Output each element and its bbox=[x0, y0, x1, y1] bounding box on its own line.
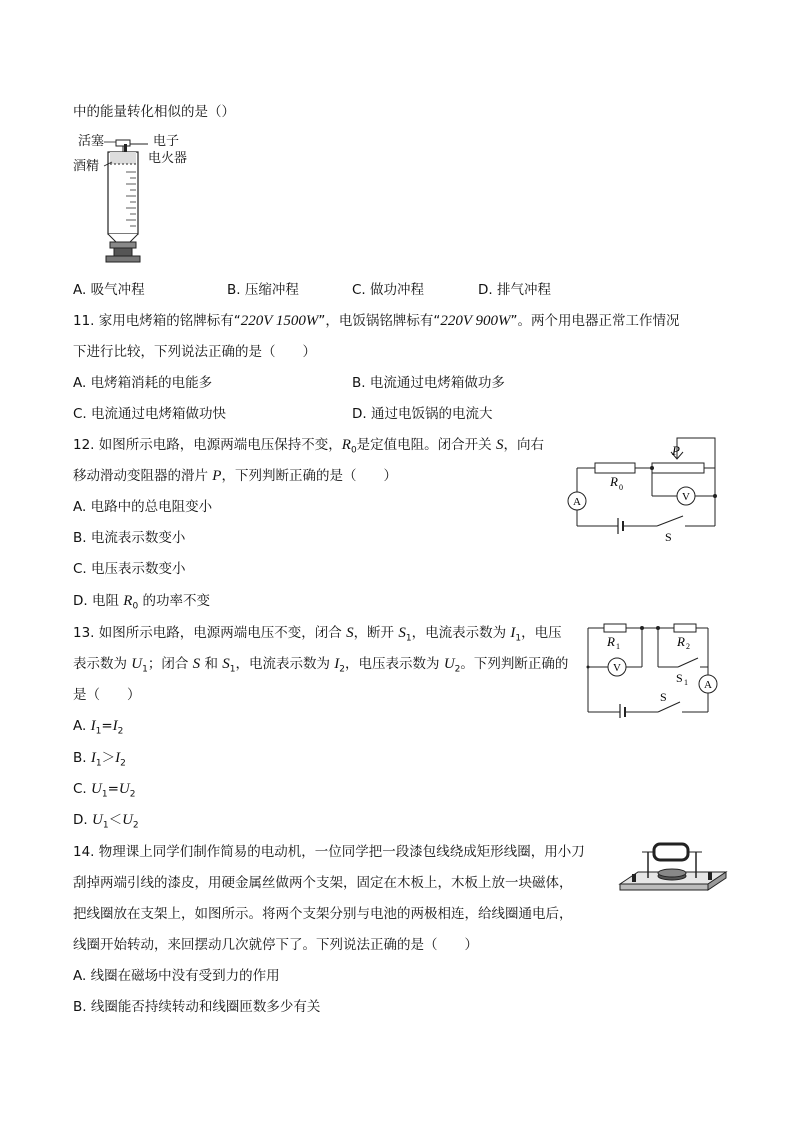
q11-line2: 下进行比较，下列说法正确的是（ ） bbox=[73, 344, 316, 360]
q13-fig-switch-s: S bbox=[660, 690, 667, 704]
q14-line2: 刮掉两端引线的漆皮，用硬金属丝做两个支架，固定在木板上，木板上放一块磁体， bbox=[73, 875, 573, 891]
q12-line1: 12. 如图所示电路，电源两端电压保持不变，$R_0$是定值电阻。闭合开关 S，向右 bbox=[73, 437, 544, 456]
q13-circuit-diagram bbox=[580, 618, 730, 718]
q12-option-a: A. 电路中的总电阻变小 bbox=[73, 499, 213, 515]
q13-fig-ammeter: A bbox=[704, 679, 712, 691]
q14-line1: 14. 物理课上同学们制作简易的电动机，一位同学把一段漆包线绕成矩形线圈，用小刀 bbox=[73, 844, 585, 860]
q10-stem-tail: 中的能量转化相似的是（） bbox=[73, 104, 235, 120]
syringe-igniter-figure bbox=[70, 130, 210, 270]
q11-option-c: C. 电流通过电烤箱做功快 bbox=[73, 406, 227, 422]
q14-line4: 线圈开始转动，来回摆动几次就停下了。下列说法正确的是（ ） bbox=[73, 937, 478, 953]
q10-option-b: B. 压缩冲程 bbox=[227, 282, 299, 298]
simple-motor-figure bbox=[612, 838, 730, 898]
q13-line1: 13. 如图所示电路，电源两端电压不变，闭合 S，断开 $S_1$，电流表示数为 $I_1$，电压 bbox=[73, 625, 562, 644]
q13-option-a: A. $I_1=I_2$ bbox=[73, 718, 124, 737]
alcohol-label: 酒精 bbox=[73, 159, 100, 174]
q10-option-d: D. 排气冲程 bbox=[478, 282, 551, 298]
q12-line2: 移动滑动变阻器的滑片 P，下列判断正确的是（ ） bbox=[73, 468, 397, 484]
q11-option-d: D. 通过电饭锅的电流大 bbox=[352, 406, 493, 422]
q12-fig-ammeter: A bbox=[573, 496, 581, 508]
q12-fig-r: R bbox=[610, 474, 618, 489]
q11-line1: 11. 家用电烤箱的铭牌标有“220V 1500W”，电饭锅铭牌标有“220V 900W”。两个用电器正常工作情况 bbox=[73, 313, 680, 329]
q13-line3: 是（ ） bbox=[73, 687, 141, 703]
q13-fig-r2-sub: 2 bbox=[686, 642, 690, 651]
q13-option-b: B. $I_1>I_2$ bbox=[73, 750, 126, 769]
igniter-label-line1: 电子 bbox=[153, 134, 180, 149]
q10-option-a: A. 吸气冲程 bbox=[73, 282, 145, 298]
q12-circuit-diagram bbox=[565, 434, 725, 544]
q13-fig-switch-s1: S bbox=[676, 671, 683, 685]
q14-option-b: B. 线圈能否持续转动和线圈匝数多少有关 bbox=[73, 999, 321, 1015]
q12-option-b: B. 电流表示数变小 bbox=[73, 530, 186, 546]
q12-fig-p: P bbox=[672, 443, 680, 458]
q12-option-d: D. 电阻 $R_0$ 的功率不变 bbox=[73, 593, 210, 612]
q11-option-b: B. 电流通过电烤箱做功多 bbox=[352, 375, 505, 391]
q12-fig-voltmeter: V bbox=[682, 491, 690, 503]
q13-fig-switch-s1-sub: 1 bbox=[684, 678, 688, 687]
q13-option-d: D. $U_1<U_2$ bbox=[73, 812, 139, 831]
piston-label: 活塞 bbox=[78, 134, 105, 149]
q13-fig-r1: R bbox=[607, 634, 615, 649]
q13-fig-r2: R bbox=[677, 634, 685, 649]
q13-fig-r1-sub: 1 bbox=[616, 642, 620, 651]
q13-fig-voltmeter: V bbox=[613, 662, 621, 674]
q13-line2: 表示数为 $U_1$；闭合 S 和 $S_1$，电流表示数为 $I_2$，电压表示数为 $U_2$。下列判断正确的 bbox=[73, 656, 569, 675]
igniter-label-line2: 电火器 bbox=[148, 151, 188, 166]
q12-option-c: C. 电压表示数变小 bbox=[73, 561, 186, 577]
q11-option-a: A. 电烤箱消耗的电能多 bbox=[73, 375, 213, 391]
q10-option-c: C. 做功冲程 bbox=[352, 282, 425, 298]
q13-option-c: C. $U_1=U_2$ bbox=[73, 781, 136, 800]
q14-option-a: A. 线圈在磁场中没有受到力的作用 bbox=[73, 968, 280, 984]
q12-fig-r-sub: 0 bbox=[619, 483, 623, 492]
q12-fig-switch: S bbox=[665, 530, 672, 544]
q14-line3: 把线圈放在支架上，如图所示。将两个支架分别与电池的两极相连，给线圈通电后， bbox=[73, 906, 573, 922]
